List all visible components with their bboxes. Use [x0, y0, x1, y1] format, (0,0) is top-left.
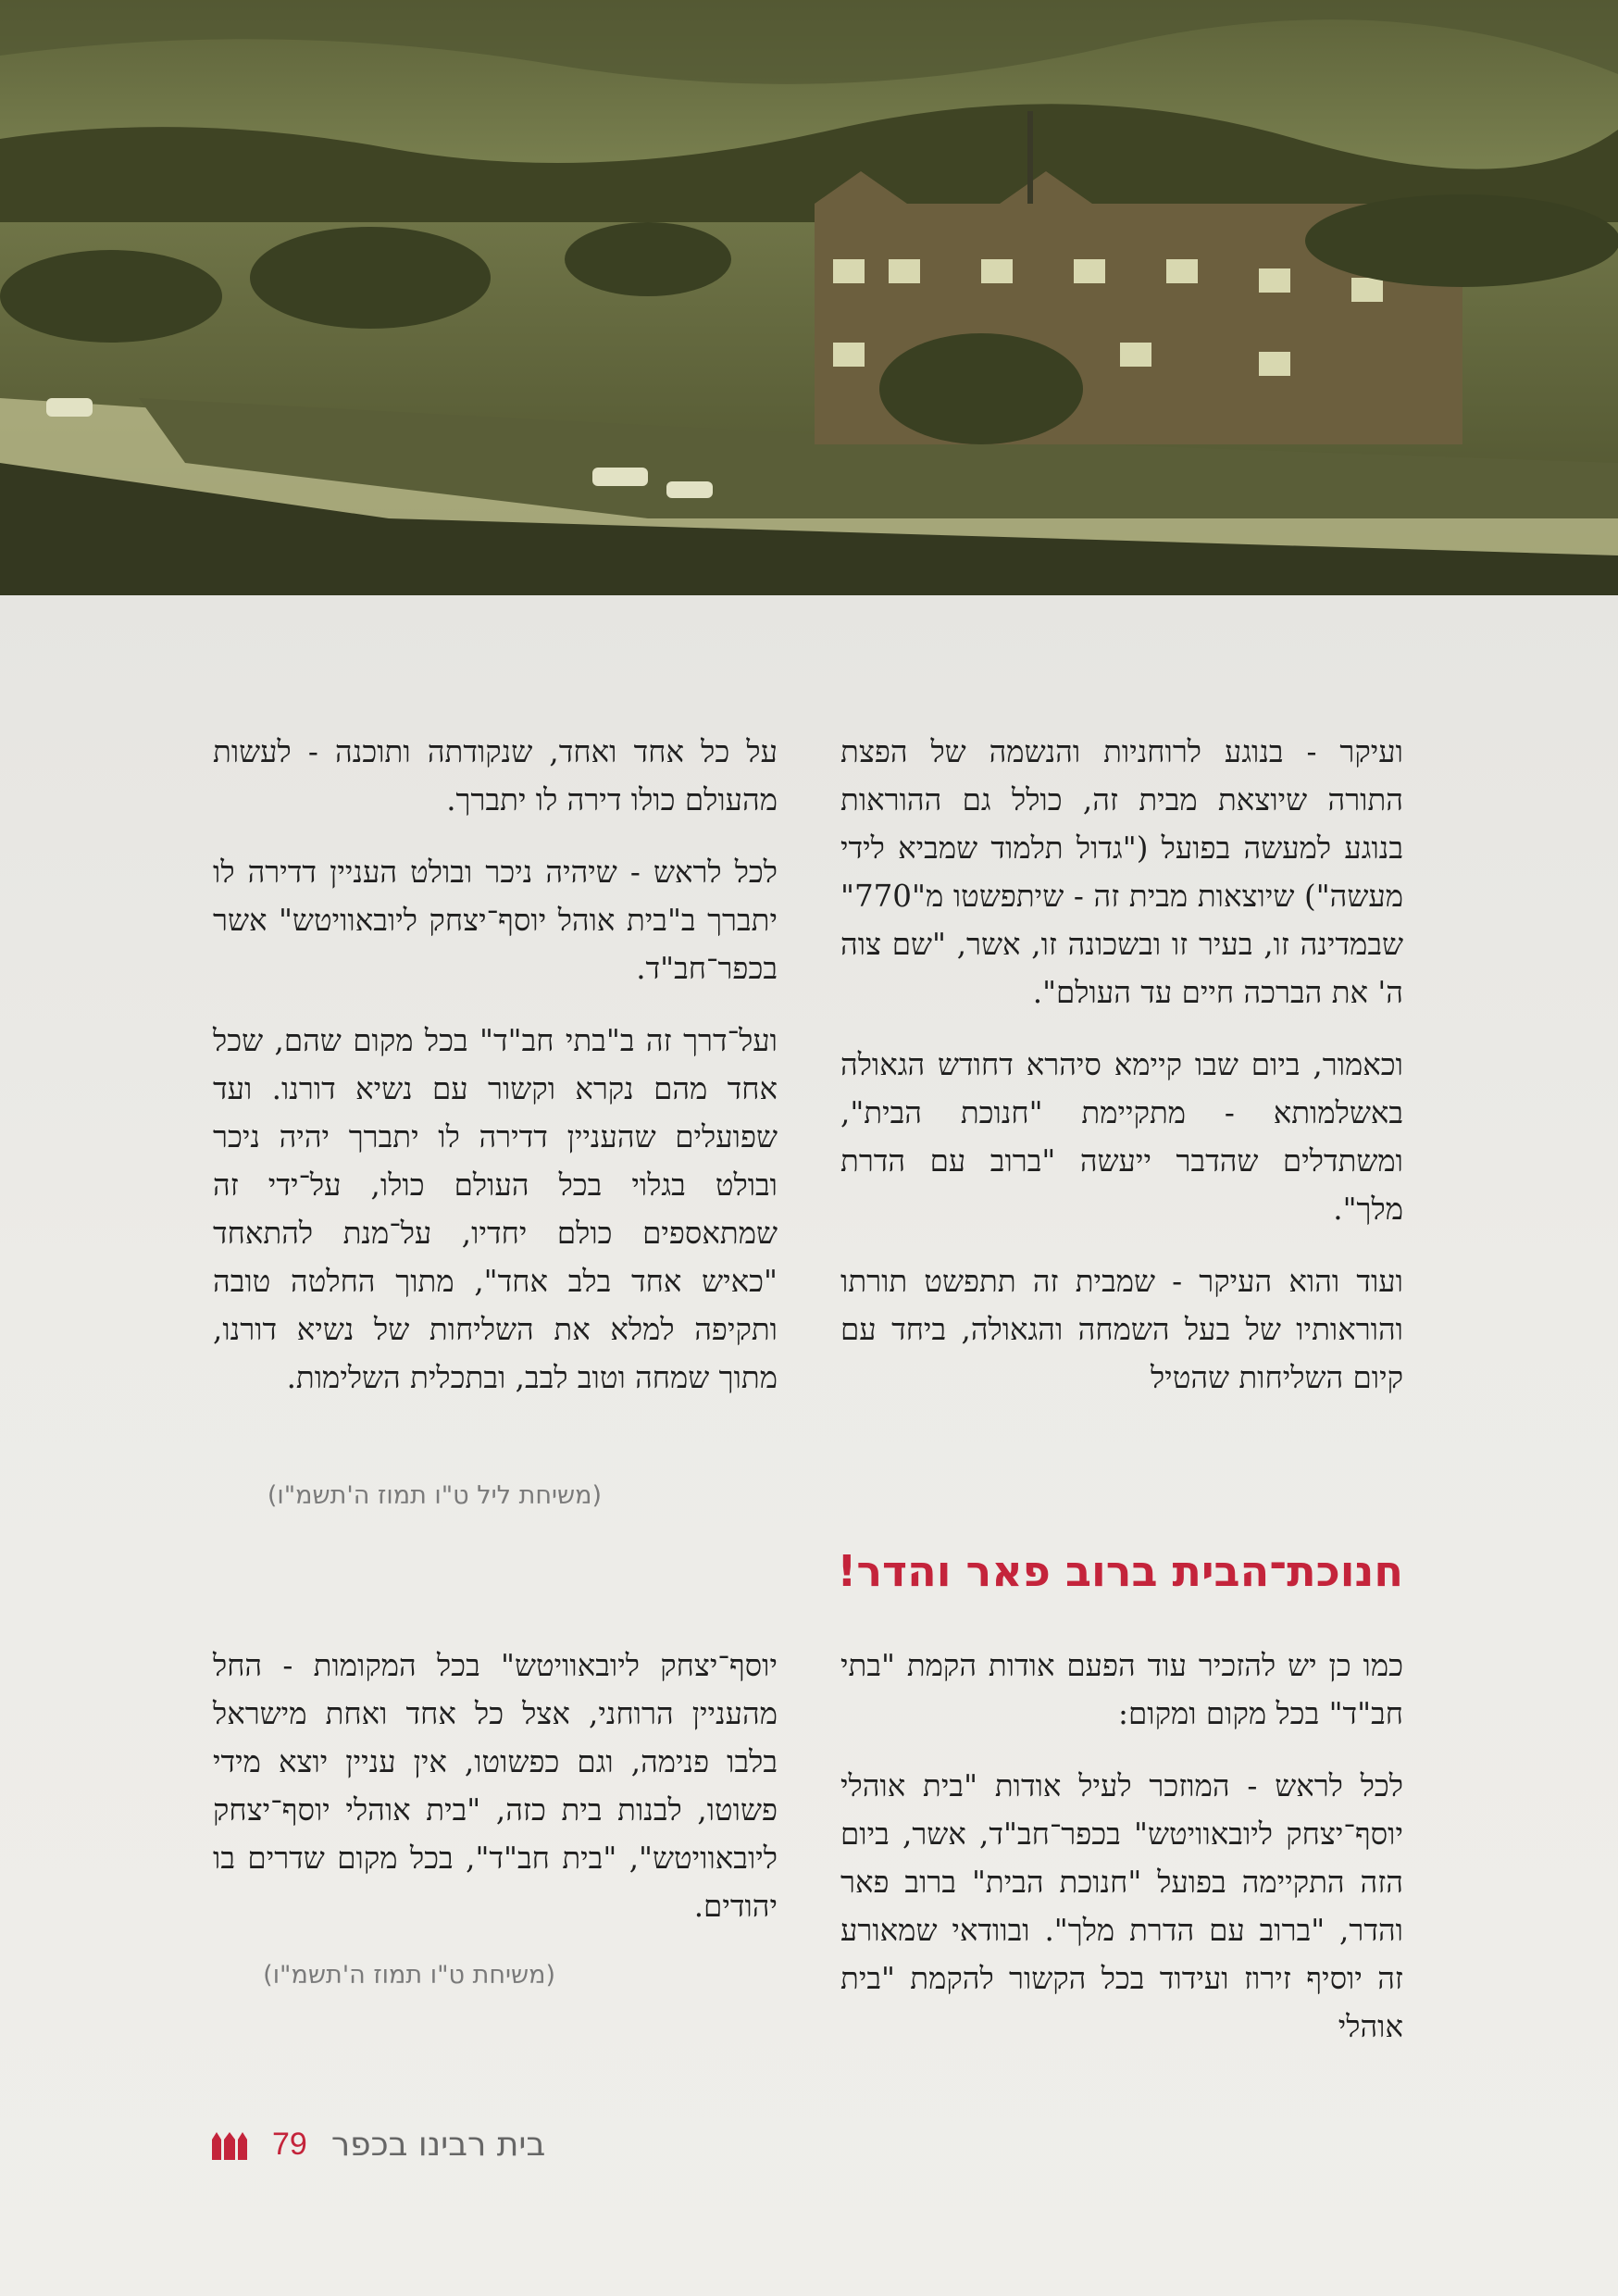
- paragraph: כמו כן יש להזכיר עוד הפעם אודות הקמת "בתי חב"ד" בכל מקום ומקום:: [840, 1648, 1403, 1731]
- source-citation: (משיחת ט"ו תמוז ה'תשמ"ו): [263, 1961, 555, 1990]
- top-right-column: [840, 728, 1403, 1402]
- bottom-right-column: [840, 1641, 1403, 2051]
- building-logo-icon: [211, 2128, 248, 2160]
- paragraph: על כל אחד ואחד, שנקודתה ותוכנה - לעשות מהעולם כולו דירה לו יתברך.: [213, 734, 778, 817]
- publication-title: בית רבינו בכפר: [330, 2125, 546, 2164]
- paragraph: ועל־דרך זה ב"בתי חב"ד" בכל מקום שהם, שכל אחד מהם נקרא וקשור עם נשיא דורנו. ועד שפועלים שהעניין דדירה לו יתברך יהיה ניכר ובולט בגלוי בכל העולם כולו, על־ידי זה שמתאספים כולם יחדיו, על־מנת להתאחד "כאיש אחד בלב אחד", מתוך החלטה טובה ותקיפה למלא את השליחות של נשיא דורנו, מתוך שמחה וטוב לבב, ובתכלית השלימות.: [213, 1023, 778, 1395]
- paragraph: יוסף־יצחק ליובאוויטש" בכל המקומות - החל מהעניין הרוחני, אצל כל אחד ואחת מישראל בלבו פנימה, וגם כפשוטו, אין עניין יוצא מידי פשוטו, לבנות בית כזה, "בית אוהלי יוסף־יצחק ליובאוויטש", "בית חב"ד", בכל מקום שדרים בו יהודים.: [213, 1648, 778, 1924]
- paragraph: לכל לראש - שיהיה ניכר ובולט העניין דדירה לו יתברך ב"בית אוהל יוסף־יצחק ליובאוויטש" אשר בכפר־חב"ד.: [213, 855, 778, 986]
- paragraph: ועיקר - בנוגע לרוחניות והנשמה של הפצת התורה שיוצאת מבית זה, כולל גם ההוראות בנוגע למעשה בפועל ("גדול תלמוד שמביא לידי מעשה") שיוצאות מבית זה - שיתפשטו מ"770" שבמדינה זו, בעיר זו ובשכונה זו, אשר, "שם צוה ה' את הברכה חיים עד העולם".: [840, 734, 1403, 1010]
- building-photo: [0, 0, 1618, 595]
- section-heading: חנוכת־הבית ברוב פאר והדר!: [837, 1546, 1403, 1596]
- top-left-column: [213, 728, 778, 1402]
- bottom-left-column: [213, 1641, 778, 1930]
- paragraph: לכל לראש - המוזכר לעיל אודות "בית אוהלי יוסף־יצחק ליובאוויטש" בכפר־חב"ד, אשר, ביום הזה התקיימה בפועל "חנוכת הבית" ברוב פאר והדר, "ברוב עם הדרת מלך". ובוודאי שמאורע זה יוסיף זירוז ועידוד בכל הקשור להקמת "בית אוהלי: [840, 1768, 1403, 2044]
- page-footer: [211, 2121, 600, 2167]
- paragraph: ועוד והוא העיקר - שמבית זה תתפשט תורתו והוראותיו של בעל השמחה והגאולה, ביחד עם קיום השליחות שהטיל: [840, 1264, 1403, 1395]
- paragraph: וכאמור, ביום שבו קיימא סיהרא דחודש הגאולה באשלמותא - מתקיימת "חנוכת הבית", ומשתדלים שהדבר ייעשה "ברוב עם הדרת מלך".: [840, 1047, 1403, 1227]
- page-number: 79: [272, 2126, 307, 2162]
- source-citation: (משיחת ליל ט"ו תמוז ה'תשמ"ו): [267, 1481, 602, 1510]
